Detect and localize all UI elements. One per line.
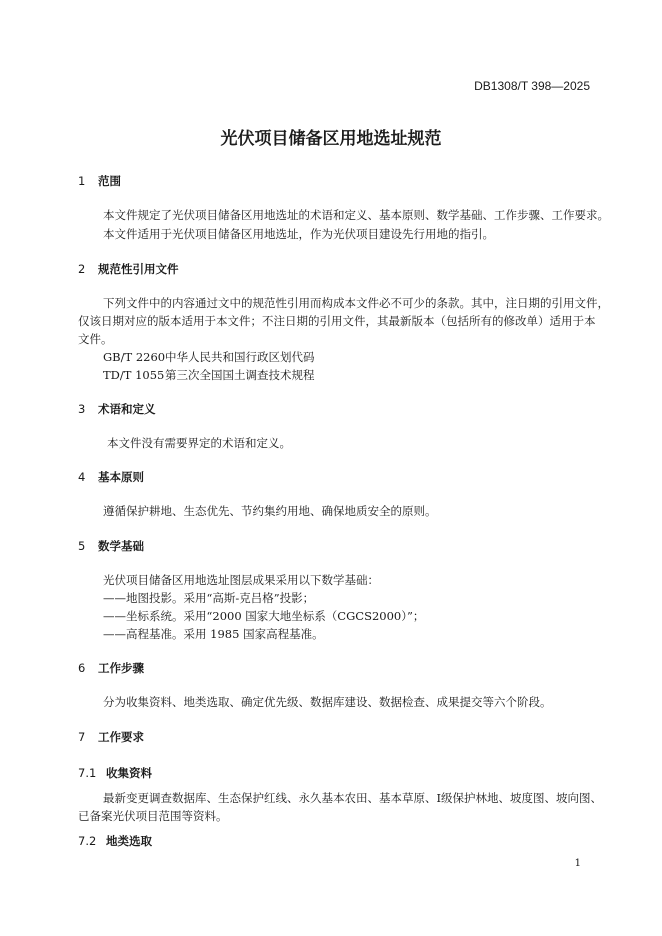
section-number: 2 (78, 262, 86, 276)
section-3-heading (78, 401, 156, 417)
paragraph: 光伏项目储备区用地选址图层成果采用以下数学基础： (103, 573, 379, 587)
list-item: ——地图投影。采用“高斯-克吕格”投影； (103, 591, 315, 605)
document-code: DB1308/T 398—2025 (474, 79, 590, 93)
section-number: 5 (78, 539, 86, 553)
section-7-heading (78, 729, 144, 745)
section-title: 基本原则 (98, 470, 144, 484)
section-number: 4 (78, 470, 86, 484)
subsection-number: 7.2 (78, 834, 97, 848)
section-5-heading (78, 538, 144, 554)
list-item: ——坐标系统。采用“2000 国家大地坐标系（CGCS2000）”； (103, 609, 425, 623)
section-number: 6 (78, 661, 86, 675)
section-number: 7 (78, 730, 86, 744)
reference-title: 第三次全国国土调查技术规程 (165, 368, 315, 382)
list-item: ——高程基准。采用 1985 国家高程基准。 (103, 627, 324, 641)
section-number: 1 (78, 174, 86, 188)
subsection-title: 收集资料 (106, 766, 152, 780)
reference-code: GB/T 2260 (103, 350, 166, 364)
reference-item (103, 349, 315, 365)
paragraph: 遵循保护耕地、生态优先、节约集约用地、确保地质安全的原则。 (103, 504, 437, 518)
reference-title: 中华人民共和国行政区划代码 (165, 350, 315, 364)
section-title: 数学基础 (98, 539, 144, 553)
section-number: 3 (78, 402, 86, 416)
paragraph: 本文件规定了光伏项目储备区用地选址的术语和定义、基本原则、数学基础、工作步骤、工作要求。 (103, 208, 609, 222)
section-title: 术语和定义 (98, 402, 156, 416)
section-4-heading (78, 469, 144, 485)
paragraph: 分为收集资料、地类选取、确定优先级、数据库建设、数据检查、成果提交等六个阶段。 (103, 695, 552, 709)
paragraph-continuation: 仅该日期对应的版本适用于本文件；不注日期的引用文件，其最新版本（包括所有的修改单）适用于本 (78, 314, 596, 328)
section-2-heading (78, 261, 179, 277)
section-title: 工作要求 (98, 730, 144, 744)
subsection-7-1-heading (78, 765, 152, 781)
section-title: 工作步骤 (98, 661, 144, 675)
section-6-heading (78, 660, 144, 676)
paragraph: 本文件没有需要界定的术语和定义。 (107, 436, 291, 450)
reference-code: TD/T 1055 (103, 368, 165, 382)
paragraph-continuation: 文件。 (78, 332, 113, 346)
section-1-heading (78, 173, 121, 189)
subsection-title: 地类选取 (106, 834, 152, 848)
section-title: 规范性引用文件 (98, 262, 179, 276)
paragraph: 下列文件中的内容通过文中的规范性引用而构成本文件必不可少的条款。其中，注日期的引用文件， (103, 296, 609, 310)
page-number: 1 (574, 858, 581, 869)
document-title: 光伏项目储备区用地选址规范 (220, 129, 442, 149)
reference-item (103, 367, 315, 383)
subsection-7-2-heading (78, 833, 152, 849)
subsection-number: 7.1 (78, 766, 97, 780)
section-title: 范围 (98, 174, 121, 188)
paragraph-continuation: 已备案光伏项目范围等资料。 (78, 809, 228, 823)
paragraph: 最新变更调查数据库、生态保护红线、永久基本农田、基本草原、Ⅰ级保护林地、坡度图、坡向图、 (103, 791, 603, 805)
paragraph: 本文件适用于光伏项目储备区用地选址，作为光伏项目建设先行用地的指引。 (103, 227, 494, 241)
